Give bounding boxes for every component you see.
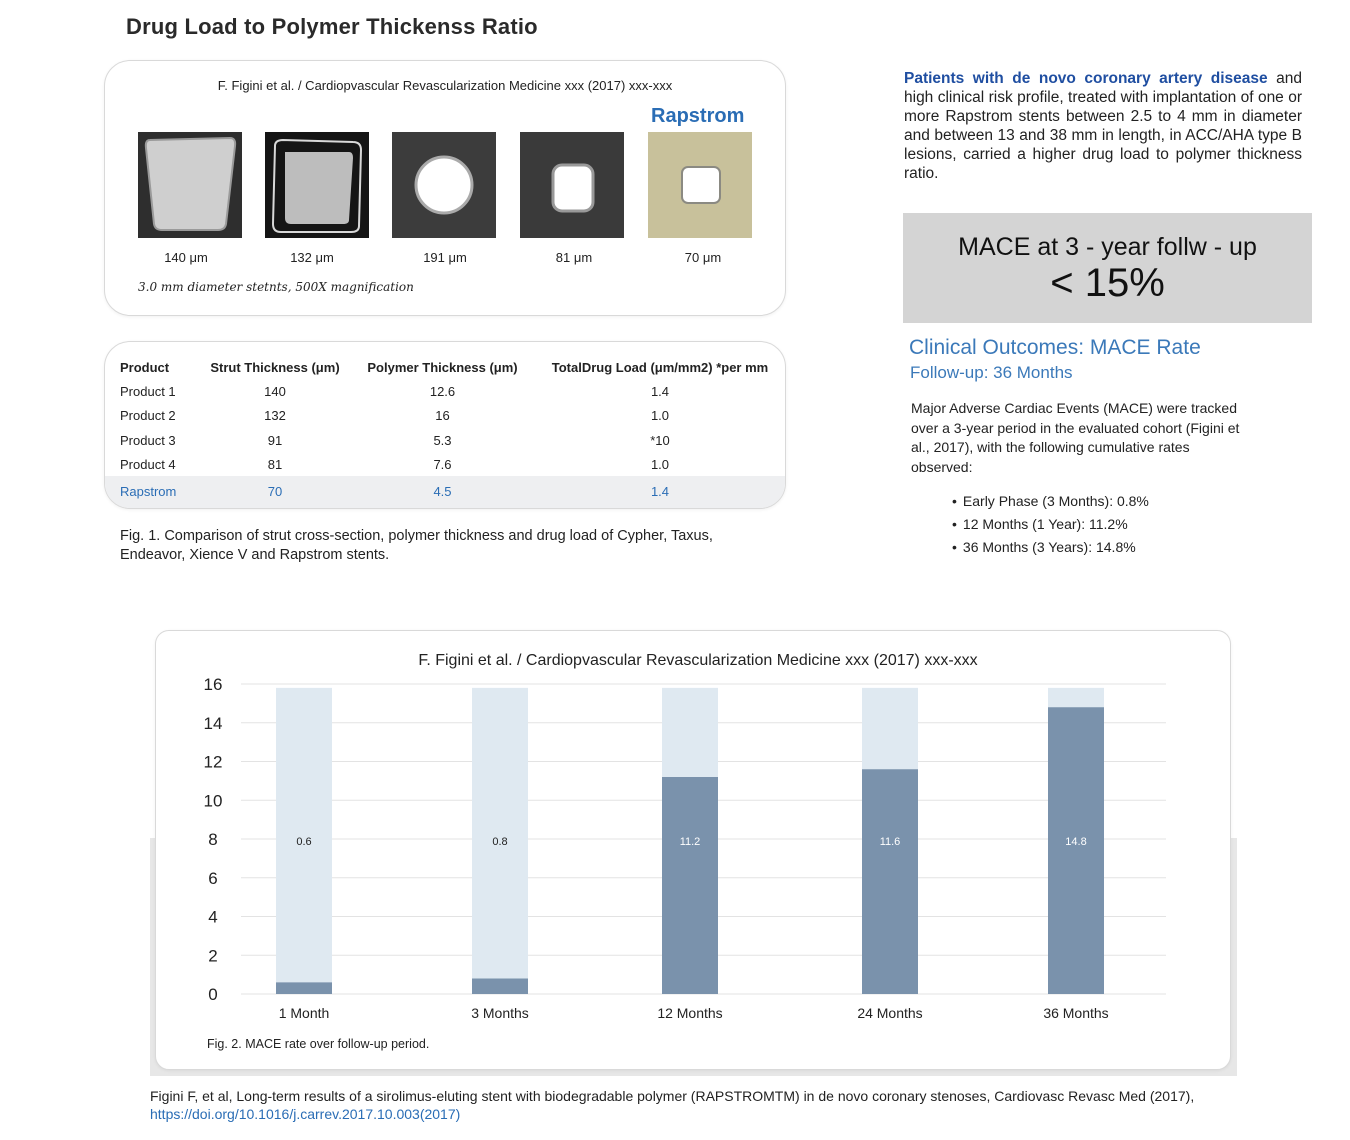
table-header-row (105, 356, 785, 380)
table-cell: Product 3 (120, 433, 176, 448)
table-row (105, 429, 785, 453)
bar-value-label: 14.8 (1065, 836, 1087, 848)
strut-caption-3: 191 μm (423, 250, 467, 265)
table-cell: Product 2 (120, 408, 176, 423)
data-bar (862, 769, 918, 994)
y-tick-label: 10 (203, 791, 223, 811)
mace-summary-box (903, 213, 1312, 323)
table-cell: 5.3 (433, 433, 452, 448)
intro-highlight: Patients with de novo coronary artery disease (904, 70, 1268, 87)
table-cell: 1.0 (650, 457, 670, 472)
citation-text: Figini F, et al, Long-term results of a sirolimus-eluting stent with biodegradable polymer (RAPSTROMTM) in de novo coronary stenoses, Cardiovasc Revasc Med (2017), (150, 1088, 1195, 1104)
x-tick-label: 24 Months (857, 1005, 923, 1021)
citation (150, 1087, 1250, 1123)
table-cell: Product 1 (120, 384, 176, 399)
strut-image-4 (520, 132, 624, 238)
strut-caption-1: 140 μm (164, 250, 208, 265)
page-title: Drug Load to Polymer Thickenss Ratio (126, 14, 538, 39)
mace-summary-label: MACE at 3 - year follw - up (958, 233, 1257, 261)
table-cell: 1.0 (650, 408, 670, 423)
bar-value-label: 11.6 (879, 836, 901, 848)
table-row (105, 453, 785, 477)
figure-1-card (104, 60, 786, 316)
strut-image-2 (265, 132, 369, 238)
y-tick-label: 0 (208, 985, 218, 1004)
table-cell: 1.4 (650, 484, 670, 499)
table-row-highlighted (105, 476, 785, 508)
table-header-cell: Strut Thickness (μm) (210, 360, 340, 375)
table-cell: 132 (264, 408, 286, 423)
table-cell: 12.6 (429, 384, 456, 399)
outcome-bullet: • 12 Months (1 Year): 11.2% (952, 516, 1128, 532)
mace-bar-chart (156, 631, 1230, 1069)
rapstrom-label: Rapstrom (651, 105, 745, 127)
bar-value-label: 0.6 (296, 836, 312, 848)
table-row (105, 380, 785, 404)
table-cell: 140 (264, 384, 286, 399)
bar-value-label: 0.8 (492, 836, 508, 848)
table-row (105, 404, 785, 428)
table-cell: Rapstrom (120, 484, 177, 499)
bar-value-label: 11.2 (679, 836, 701, 848)
outcomes-subtitle: Follow-up: 36 Months (910, 363, 1073, 382)
mace-summary-value: < 15% (1050, 261, 1165, 305)
table-cell: *10 (650, 433, 670, 448)
table-cell: 81 (267, 457, 283, 472)
x-tick-label: 1 Month (278, 1005, 330, 1021)
strut-image-3 (392, 132, 496, 238)
y-tick-label: 12 (203, 752, 223, 772)
y-tick-label: 16 (203, 675, 223, 694)
y-tick-label: 8 (208, 830, 218, 849)
table-cell: 91 (267, 433, 283, 448)
strut-shape (520, 132, 624, 238)
chart-title: F. Figini et al. / Cardiopvascular Revascularization Medicine xxx (2017) xxx-xxx (418, 652, 978, 669)
data-bar (662, 777, 718, 994)
y-tick-label: 6 (208, 868, 218, 888)
figure-1-source: F. Figini et al. / Cardiopvascular Revascularization Medicine xxx (2017) xxx-xxx (217, 78, 673, 93)
strut-caption-2: 132 μm (290, 250, 334, 265)
table-header-cell: Polymer Thickness (μm) (367, 360, 518, 375)
table-cell: Product 4 (120, 457, 176, 472)
x-tick-label: 12 Months (657, 1005, 723, 1021)
strut-caption-4: 81 μm (555, 250, 593, 265)
x-tick-label: 3 Months (471, 1005, 529, 1021)
data-bar (276, 982, 332, 994)
strut-caption-5: 70 μm (684, 250, 722, 265)
outcomes-title: Clinical Outcomes: MACE Rate (909, 336, 1201, 359)
magnification-note: 3.0 mm diameter stetnts, 500X magnification (138, 280, 414, 294)
strut-shape (392, 132, 496, 238)
y-tick-label: 4 (208, 907, 218, 927)
figure-2-card (155, 630, 1231, 1070)
data-bar (1048, 707, 1104, 994)
table-header-cell: TotalDrug Load (μm/mm2) *per mm (551, 360, 769, 375)
intro-rest: and high clinical risk profile, treated with implantation of one or more Rapstrom stents between 2.5 to 4 mm in diameter and between 13 and 38 mm in length, in ACC/AHA type B lesions, carried a higher drug load to polymer thickness ratio. (904, 70, 1302, 182)
table-cell: 16 (435, 408, 450, 423)
citation-doi-link[interactable]: https://doi.org/10.1016/j.carrev.2017.10.003(2017) (150, 1106, 461, 1122)
comparison-table (104, 341, 786, 509)
figure-1-caption: Fig. 1. Comparison of strut cross-section, polymer thickness and drug load of Cypher, Taxus, Endeavor, Xience V and Rapstrom stents. (120, 528, 713, 563)
strut-image-5 (648, 132, 752, 238)
outcomes-description: Major Adverse Cardiac Events (MACE) were tracked over a 3-year period in the evaluated cohort (Figini et al., 2017), with the following cumulative rates observed: (911, 400, 1240, 475)
outcome-bullet: • 36 Months (3 Years): 14.8% (952, 539, 1136, 555)
strut-image-1 (138, 132, 242, 238)
y-tick-label: 2 (208, 946, 218, 966)
table-cell: 1.4 (650, 384, 670, 399)
x-tick-label: 36 Months (1043, 1005, 1109, 1021)
y-tick-label: 14 (203, 713, 223, 733)
data-bar (472, 979, 528, 995)
intro-paragraph (904, 69, 1302, 183)
table-cell: 70 (267, 484, 283, 499)
outcome-bullet: • Early Phase (3 Months): 0.8% (952, 493, 1149, 509)
table-cell: 7.6 (433, 457, 452, 472)
strut-shape (265, 132, 369, 238)
table-cell: 4.5 (433, 484, 452, 499)
figure-2-caption: Fig. 2. MACE rate over follow-up period. (207, 1037, 430, 1051)
strut-shape (648, 132, 752, 238)
table-header-cell: Product (120, 360, 170, 375)
strut-shape (138, 132, 242, 238)
